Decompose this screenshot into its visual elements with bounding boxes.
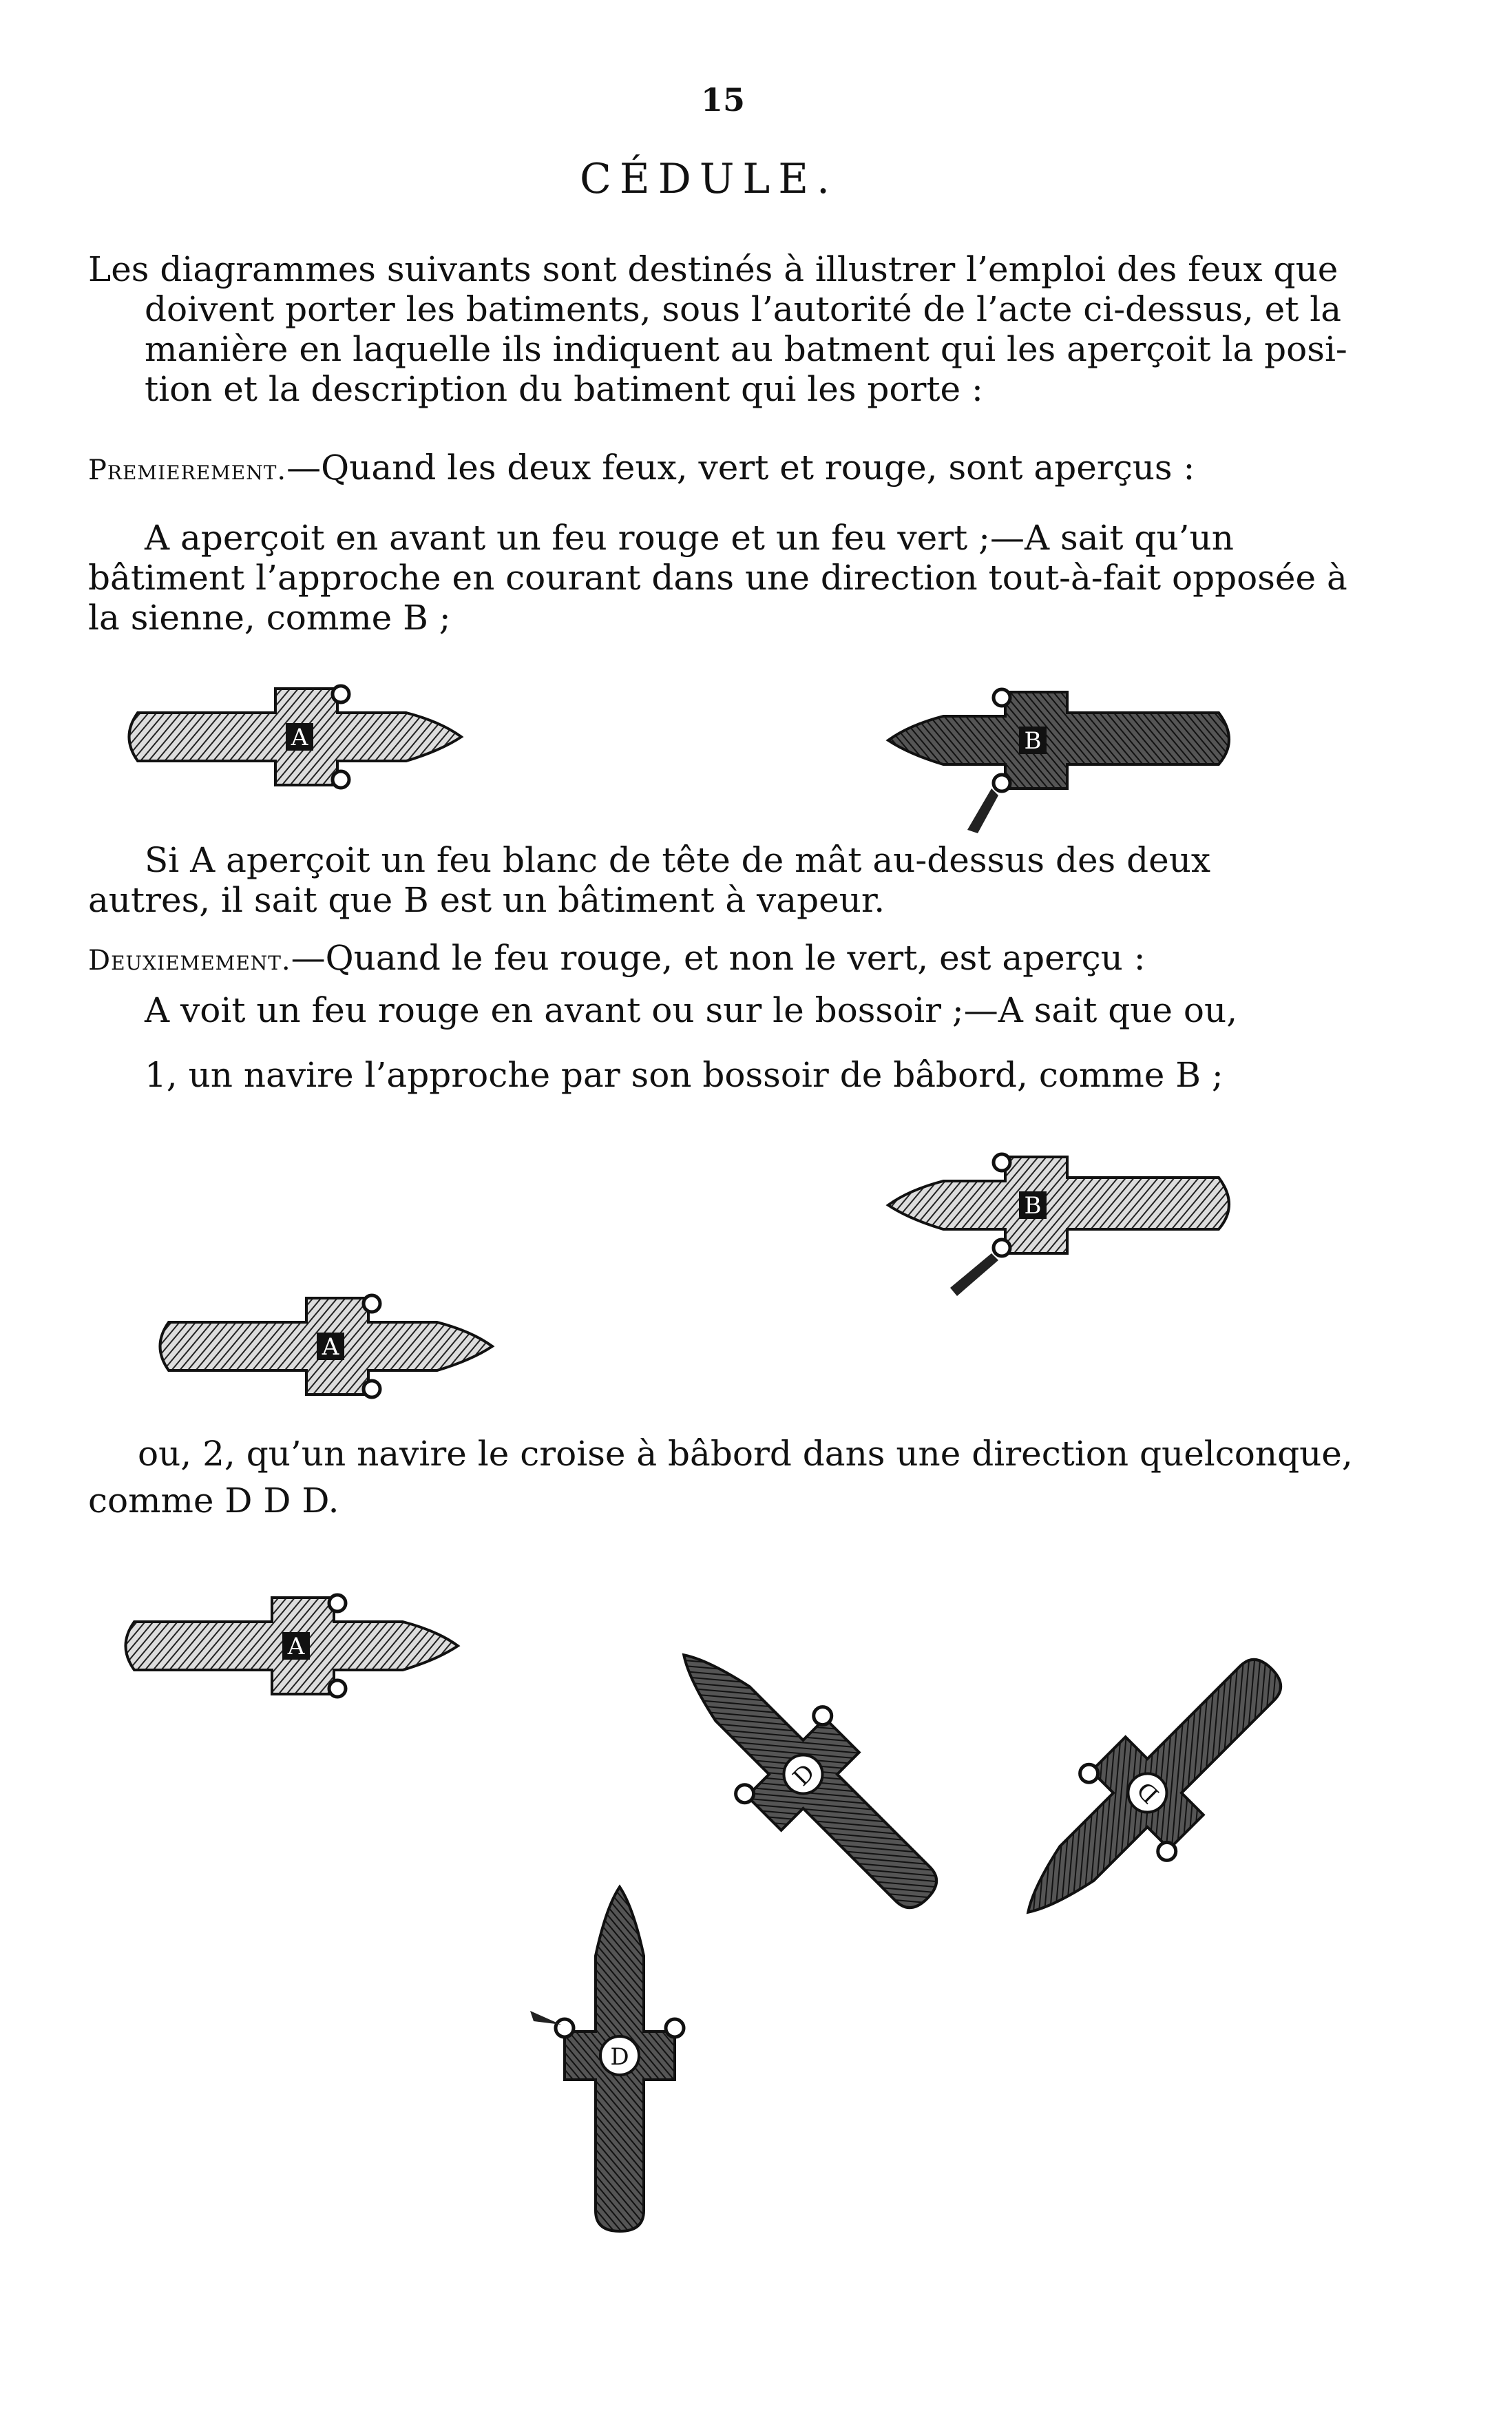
section2-line-1: A voit un feu rouge en avant ou sur le bossoir ;—A sait que ou,: [145, 990, 1238, 1030]
ship-b-diagram-2: [881, 1150, 1239, 1308]
intro-line-3: manière en laquelle ils indiquent au batment qui les aperçoit la posi-: [145, 329, 1347, 369]
ship-label-b-2: B: [1024, 1192, 1042, 1220]
section1-heading-rest: —Quand les deux feux, vert et rouge, sont aperçus :: [286, 448, 1195, 488]
page-number: 15: [701, 81, 746, 118]
intro-line-1: Les diagrammes suivants sont destinés à illustrer l’emploi des feux que: [88, 249, 1338, 289]
section2-case2-line-2: comme D D D.: [88, 1481, 339, 1521]
section1-heading: Premierement.: [88, 455, 287, 486]
ship-label-d-2: D: [1132, 1775, 1165, 1808]
masthead-light-icon: [530, 2011, 561, 2025]
green-light-icon: [329, 1595, 346, 1611]
ship-label-a-3: A: [287, 1633, 305, 1660]
ship-d-diagram-2: [1005, 1625, 1294, 1956]
intro-line-4: tion et la description du batiment qui les porte :: [145, 369, 983, 409]
green-light-icon: [556, 2019, 574, 2037]
red-light-icon: [994, 775, 1010, 791]
masthead-light-icon: [950, 1253, 998, 1296]
section1-line-1: A aperçoit en avant un feu rouge et un feu vert ;—A sait qu’un: [145, 518, 1234, 558]
section2-heading-rest: —Quand le feu rouge, et non le vert, est aperçu :: [291, 938, 1146, 978]
red-light-icon: [994, 1240, 1010, 1256]
section1-note-2: autres, il sait que B est un bâtiment à vapeur.: [88, 880, 885, 920]
ship-label-d-3: D: [610, 2043, 629, 2071]
ship-a-diagram-2: [148, 1291, 506, 1401]
ship-d-diagram-3: [523, 1880, 716, 2238]
section2-heading: Deuxiemement.: [88, 945, 291, 977]
ship-label-a-2: A: [322, 1333, 339, 1361]
intro-line-2: doivent porter les batiments, sous l’autorité de l’acte ci-dessus, et la: [145, 289, 1342, 329]
red-light-icon: [333, 771, 349, 788]
red-light-icon: [329, 1680, 346, 1697]
section2-heading-line: [88, 938, 1146, 981]
ship-label-b: B: [1024, 727, 1042, 755]
ship-b-diagram-1: [881, 685, 1239, 844]
ship-label-d-1: D: [788, 1759, 821, 1792]
ship-a-diagram-3: [114, 1591, 472, 1701]
section2-case2-line-1: ou, 2, qu’un navire le croise à bâbord dans une direction quelconque,: [138, 1434, 1353, 1474]
ship-a-diagram-1: [117, 682, 475, 792]
green-light-icon: [364, 1295, 380, 1312]
green-light-icon: [994, 1154, 1010, 1171]
green-light-icon: [994, 689, 1010, 706]
masthead-light-icon: [967, 789, 998, 833]
section1-line-2: bâtiment l’approche en courant dans une direction tout-à-fait opposée à: [88, 558, 1347, 598]
red-light-icon: [364, 1381, 380, 1397]
section1-line-3: la sienne, comme B ;: [88, 598, 451, 638]
ship-label-a: A: [291, 724, 308, 751]
section2-line-2: 1, un navire l’approche par son bossoir de bâbord, comme B ;: [145, 1055, 1224, 1095]
section1-note-1: Si A aperçoit un feu blanc de tête de mât au-dessus des deux: [145, 840, 1211, 880]
page-title: CÉDULE.: [580, 155, 839, 203]
red-light-icon: [666, 2019, 684, 2037]
green-light-icon: [333, 686, 349, 702]
section1-heading-line: [88, 448, 1195, 490]
